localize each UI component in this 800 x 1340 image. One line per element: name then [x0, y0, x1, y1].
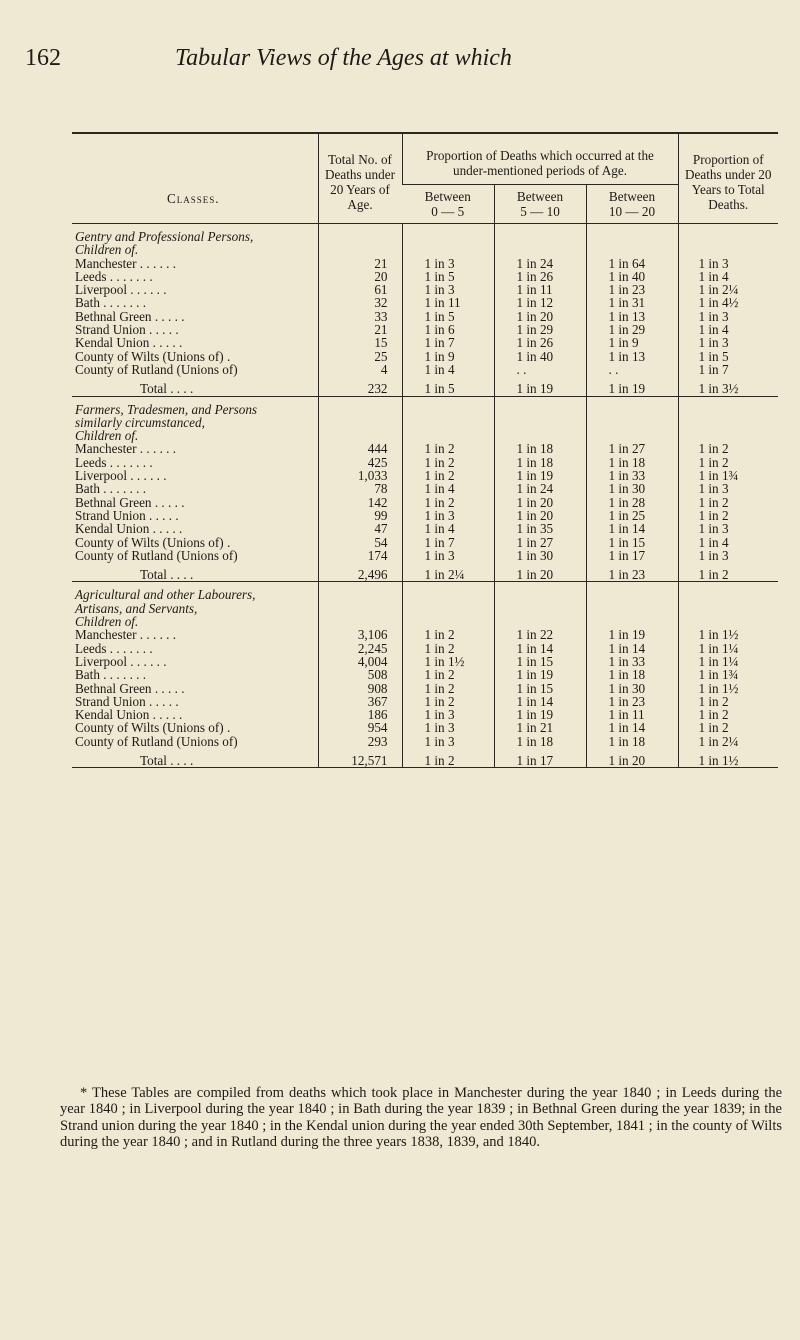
age-5-10-cell: 1 in 18: [494, 442, 586, 455]
total-deaths-cell: 54: [318, 536, 402, 549]
table-row: [72, 442, 778, 455]
empty-cell: [402, 243, 494, 256]
row-label: Liverpool . . . . . .: [75, 653, 167, 669]
row-label: Leeds . . . . . . .: [75, 454, 153, 470]
total-deaths-cell: 32: [318, 296, 402, 309]
empty-cell: [402, 615, 494, 628]
total-deaths-cell: 367: [318, 695, 402, 708]
age-0-5-cell: 1 in 3: [402, 283, 494, 296]
age-0-5-cell: 1 in 5: [402, 270, 494, 283]
age-5-10-cell: 1 in 19: [494, 382, 586, 396]
col-header-classes: Classes.: [72, 133, 318, 224]
empty-cell: [494, 396, 586, 416]
mortality-table: [72, 132, 778, 768]
empty-cell: [586, 582, 678, 602]
proportion-cell: 1 in 1½: [678, 682, 778, 695]
group-children-of: [72, 615, 778, 628]
table-row: [72, 708, 778, 721]
age-10-20-cell: 1 in 14: [586, 522, 678, 535]
empty-cell: [318, 582, 402, 602]
total-deaths-cell: 4: [318, 363, 402, 376]
proportion-cell: 1 in 1½: [678, 754, 778, 768]
age-5-10-cell: 1 in 12: [494, 296, 586, 309]
age-0-5-cell: 1 in 2: [402, 456, 494, 469]
empty-cell: [494, 582, 586, 602]
total-row: [72, 382, 778, 396]
table-row: [72, 628, 778, 641]
proportion-cell: 1 in 2¼: [678, 735, 778, 748]
age-10-20-cell: 1 in 20: [586, 754, 678, 768]
age-5-10-cell: 1 in 19: [494, 708, 586, 721]
row-label: Strand Union . . . . .: [75, 693, 179, 709]
proportion-cell: 1 in 1¾: [678, 668, 778, 681]
age-5-10-cell: 1 in 40: [494, 350, 586, 363]
col-header-proportion-group: Proportion of Deaths which occurred at the under-mentioned periods of Age.: [402, 133, 678, 185]
group-subheading-label: similarly circumstanced,: [75, 414, 205, 430]
group-children-of-label: Children of.: [75, 614, 139, 630]
age-10-20-cell: 1 in 14: [586, 721, 678, 734]
empty-cell: [678, 396, 778, 416]
group-title: [72, 396, 778, 416]
empty-cell: [586, 396, 678, 416]
proportion-cell: 1 in 5: [678, 350, 778, 363]
row-label: Manchester . . . . . .: [75, 627, 177, 643]
age-10-20-cell: 1 in 23: [586, 283, 678, 296]
table-row: [72, 310, 778, 323]
age-10-20-cell: 1 in 33: [586, 655, 678, 668]
empty-cell: [678, 615, 778, 628]
row-label: Liverpool . . . . . .: [75, 282, 167, 298]
page-number: 162: [25, 45, 61, 71]
group-children-of-label: Children of.: [75, 242, 139, 258]
col-header-total: Total No. of Deaths under 20 Years of Age.: [318, 133, 402, 224]
row-label: Bethnal Green . . . . .: [75, 494, 185, 510]
row-label: Strand Union . . . . .: [75, 322, 179, 338]
empty-cell: [318, 224, 402, 244]
empty-cell: [494, 602, 586, 615]
total-deaths-cell: 78: [318, 482, 402, 495]
age-0-5-cell: 1 in 9: [402, 350, 494, 363]
total-deaths-cell: 25: [318, 350, 402, 363]
proportion-cell: 1 in 2: [678, 708, 778, 721]
age-0-5-cell: 1 in 2: [402, 496, 494, 509]
group-title-label: Gentry and Professional Persons,: [75, 229, 254, 244]
age-5-10-cell: 1 in 20: [494, 310, 586, 323]
age-0-5-cell: 1 in 3: [402, 549, 494, 562]
proportion-cell: 1 in 7: [678, 363, 778, 376]
total-deaths-cell: 425: [318, 456, 402, 469]
age-0-5-cell: 1 in 1½: [402, 655, 494, 668]
empty-cell: [402, 429, 494, 442]
row-label: Liverpool . . . . . .: [75, 468, 167, 484]
empty-cell: [678, 416, 778, 429]
empty-cell: [586, 416, 678, 429]
age-10-20-cell: 1 in 27: [586, 442, 678, 455]
age-0-5-cell: 1 in 2: [402, 469, 494, 482]
table-row: [72, 469, 778, 482]
empty-cell: [678, 224, 778, 244]
table-row: [72, 721, 778, 734]
empty-cell: [318, 416, 402, 429]
total-deaths-cell: 33: [318, 310, 402, 323]
age-0-5-cell: 1 in 3: [402, 257, 494, 270]
group-title-label: Farmers, Tradesmen, and Persons: [75, 401, 258, 417]
proportion-cell: 1 in 2: [678, 456, 778, 469]
total-deaths-cell: 2,496: [318, 568, 402, 582]
table-row: [72, 735, 778, 748]
empty-cell: [318, 429, 402, 442]
age-0-5-cell: 1 in 3: [402, 708, 494, 721]
age-0-5-cell: 1 in 2: [402, 668, 494, 681]
row-label: Bethnal Green . . . . .: [75, 680, 185, 696]
age-5-10-cell: 1 in 20: [494, 568, 586, 582]
total-deaths-cell: 2,245: [318, 642, 402, 655]
total-label: Total . . . .: [72, 382, 318, 396]
table-row: [72, 482, 778, 495]
group-subheading: [72, 602, 778, 615]
group-children-of-label: Children of.: [75, 428, 139, 444]
empty-cell: [586, 224, 678, 244]
empty-cell: [494, 243, 586, 256]
proportion-cell: 1 in 2: [678, 442, 778, 455]
age-10-20-cell: 1 in 19: [586, 382, 678, 396]
age-0-5-cell: 1 in 4: [402, 363, 494, 376]
age-5-10-cell: 1 in 24: [494, 482, 586, 495]
group-title: [72, 224, 778, 244]
total-label: Total . . . .: [72, 568, 318, 582]
age-10-20-cell: 1 in 29: [586, 323, 678, 336]
row-label: Leeds . . . . . . .: [75, 640, 153, 656]
table-row: [72, 270, 778, 283]
row-label: Strand Union . . . . .: [75, 507, 179, 523]
empty-cell: [678, 582, 778, 602]
proportion-cell: 1 in 3: [678, 482, 778, 495]
total-deaths-cell: 232: [318, 382, 402, 396]
age-10-20-cell: 1 in 33: [586, 469, 678, 482]
total-deaths-cell: 508: [318, 668, 402, 681]
age-0-5-cell: 1 in 2: [402, 642, 494, 655]
proportion-cell: 1 in 4: [678, 536, 778, 549]
total-deaths-cell: 186: [318, 708, 402, 721]
row-label: County of Wilts (Unions of) .: [75, 534, 231, 550]
age-5-10-cell: 1 in 14: [494, 642, 586, 655]
age-10-20-cell: 1 in 17: [586, 549, 678, 562]
proportion-cell: 1 in 2: [678, 568, 778, 582]
age-5-10-cell: 1 in 30: [494, 549, 586, 562]
table-row: [72, 350, 778, 363]
row-label: Bath . . . . . . .: [75, 667, 147, 683]
proportion-cell: 1 in 3: [678, 310, 778, 323]
proportion-cell: 1 in 2: [678, 721, 778, 734]
proportion-cell: 1 in 3: [678, 522, 778, 535]
row-label: Kendal Union . . . . .: [75, 335, 183, 351]
age-5-10-cell: 1 in 18: [494, 735, 586, 748]
group-subheading: [72, 416, 778, 429]
group-title-label: Agricultural and other Labourers,: [75, 587, 256, 603]
group-title: [72, 582, 778, 602]
proportion-cell: 1 in 1¼: [678, 655, 778, 668]
row-label: Kendal Union . . . . .: [75, 521, 183, 537]
age-10-20-cell: 1 in 18: [586, 668, 678, 681]
proportion-cell: 1 in 1¼: [678, 642, 778, 655]
proportion-cell: 1 in 4: [678, 323, 778, 336]
row-label: County of Wilts (Unions of) .: [75, 348, 231, 364]
age-10-20-cell: 1 in 28: [586, 496, 678, 509]
proportion-cell: 1 in 1¾: [678, 469, 778, 482]
age-5-10-cell: 1 in 18: [494, 456, 586, 469]
age-0-5-cell: 1 in 2: [402, 695, 494, 708]
row-label: Bath . . . . . . .: [75, 295, 147, 311]
table-row: [72, 549, 778, 562]
total-deaths-cell: 1,033: [318, 469, 402, 482]
table-row: [72, 363, 778, 376]
empty-cell: [402, 224, 494, 244]
age-10-20-cell: 1 in 14: [586, 642, 678, 655]
age-0-5-cell: 1 in 5: [402, 382, 494, 396]
age-0-5-cell: 1 in 11: [402, 296, 494, 309]
age-10-20-cell: 1 in 40: [586, 270, 678, 283]
age-5-10-cell: 1 in 14: [494, 695, 586, 708]
empty-cell: [402, 416, 494, 429]
total-label: Total . . . .: [72, 754, 318, 768]
age-5-10-cell: 1 in 27: [494, 536, 586, 549]
total-deaths-cell: 174: [318, 549, 402, 562]
total-deaths-cell: 12,571: [318, 754, 402, 768]
age-0-5-cell: 1 in 7: [402, 536, 494, 549]
age-10-20-cell: 1 in 23: [586, 695, 678, 708]
table-row: [72, 682, 778, 695]
total-deaths-cell: 15: [318, 336, 402, 349]
empty-cell: [494, 416, 586, 429]
empty-cell: [678, 602, 778, 615]
empty-cell: [318, 602, 402, 615]
age-0-5-cell: 1 in 4: [402, 482, 494, 495]
age-10-20-cell: 1 in 13: [586, 350, 678, 363]
row-label: County of Rutland (Unions of): [75, 547, 238, 563]
age-0-5-cell: 1 in 7: [402, 336, 494, 349]
table-row: [72, 496, 778, 509]
table-row: [72, 257, 778, 270]
col-header-age-0-5: Between 0 — 5: [402, 185, 494, 224]
row-label: County of Rutland (Unions of): [75, 361, 238, 377]
col-header-proportion-total: Proportion of Deaths under 20 Years to Total Deaths.: [678, 133, 778, 224]
table-row: [72, 695, 778, 708]
age-10-20-cell: 1 in 19: [586, 628, 678, 641]
proportion-cell: 1 in 1½: [678, 628, 778, 641]
age-10-20-cell: 1 in 18: [586, 456, 678, 469]
empty-cell: [678, 243, 778, 256]
row-label: Leeds . . . . . . .: [75, 268, 153, 284]
age-10-20-cell: 1 in 13: [586, 310, 678, 323]
proportion-cell: 1 in 2: [678, 695, 778, 708]
age-10-20-cell: 1 in 15: [586, 536, 678, 549]
empty-cell: [402, 396, 494, 416]
footnote-text: * These Tables are compiled from deaths which took place in Manchester during the year 1840 ; in Leeds during the year 1840 ; in Liverpool during the year 1840 ; in Bath during the year 1839 ; in Bethnal Green during the year 1839; in the Strand union during the year 1840 ; in the Kendal union during the year ended 30th September, 1841 ; in the county of Wilts during the year 1840 ; and in Rutland during the three years 1838, 1839, and 1840.: [60, 1085, 782, 1151]
empty-cell: [402, 602, 494, 615]
empty-cell: [678, 429, 778, 442]
empty-cell: [318, 243, 402, 256]
age-0-5-cell: 1 in 2: [402, 442, 494, 455]
age-0-5-cell: 1 in 3: [402, 735, 494, 748]
total-deaths-cell: 21: [318, 323, 402, 336]
table-row: [72, 336, 778, 349]
table-row: [72, 283, 778, 296]
age-0-5-cell: 1 in 2: [402, 628, 494, 641]
age-0-5-cell: 1 in 3: [402, 721, 494, 734]
proportion-cell: 1 in 3: [678, 336, 778, 349]
table-row: [72, 509, 778, 522]
empty-cell: [494, 224, 586, 244]
proportion-cell: 1 in 4: [678, 270, 778, 283]
row-label: Bethnal Green . . . . .: [75, 308, 185, 324]
age-5-10-cell: 1 in 21: [494, 721, 586, 734]
table-body: [72, 224, 778, 768]
age-10-20-cell: 1 in 18: [586, 735, 678, 748]
age-5-10-cell: 1 in 22: [494, 628, 586, 641]
total-deaths-cell: 4,004: [318, 655, 402, 668]
age-5-10-cell: 1 in 20: [494, 509, 586, 522]
age-5-10-cell: 1 in 35: [494, 522, 586, 535]
row-label: Manchester . . . . . .: [75, 255, 177, 271]
age-10-20-cell: 1 in 23: [586, 568, 678, 582]
empty-cell: [586, 429, 678, 442]
age-0-5-cell: 1 in 2: [402, 754, 494, 768]
age-5-10-cell: 1 in 24: [494, 257, 586, 270]
row-label: County of Rutland (Unions of): [75, 733, 238, 749]
age-0-5-cell: 1 in 4: [402, 522, 494, 535]
age-5-10-cell: 1 in 19: [494, 668, 586, 681]
age-5-10-cell: 1 in 17: [494, 754, 586, 768]
age-10-20-cell: 1 in 11: [586, 708, 678, 721]
age-10-20-cell: . .: [586, 363, 678, 376]
total-row: [72, 568, 778, 582]
total-deaths-cell: 954: [318, 721, 402, 734]
table-row: [72, 642, 778, 655]
age-0-5-cell: 1 in 2: [402, 682, 494, 695]
empty-cell: [402, 582, 494, 602]
table-row: [72, 536, 778, 549]
age-5-10-cell: 1 in 26: [494, 270, 586, 283]
empty-cell: [586, 615, 678, 628]
group-subheading-label: Artisans, and Servants,: [75, 600, 198, 616]
group-children-of: [72, 429, 778, 442]
empty-cell: [494, 615, 586, 628]
age-5-10-cell: . .: [494, 363, 586, 376]
age-5-10-cell: 1 in 15: [494, 655, 586, 668]
age-10-20-cell: 1 in 25: [586, 509, 678, 522]
age-5-10-cell: 1 in 15: [494, 682, 586, 695]
empty-cell: [318, 396, 402, 416]
col-header-age-10-20: Between 10 — 20: [586, 185, 678, 224]
total-deaths-cell: 293: [318, 735, 402, 748]
row-label: County of Wilts (Unions of) .: [75, 720, 231, 736]
age-5-10-cell: 1 in 29: [494, 323, 586, 336]
row-label: Manchester . . . . . .: [75, 441, 177, 457]
table-row: [72, 323, 778, 336]
proportion-cell: 1 in 3: [678, 549, 778, 562]
empty-cell: [318, 615, 402, 628]
total-deaths-cell: 47: [318, 522, 402, 535]
running-title: Tabular Views of the Ages at which: [175, 45, 512, 71]
total-row: [72, 754, 778, 768]
empty-cell: [494, 429, 586, 442]
total-deaths-cell: 61: [318, 283, 402, 296]
age-0-5-cell: 1 in 6: [402, 323, 494, 336]
total-deaths-cell: 444: [318, 442, 402, 455]
age-10-20-cell: 1 in 30: [586, 482, 678, 495]
age-10-20-cell: 1 in 30: [586, 682, 678, 695]
age-5-10-cell: 1 in 26: [494, 336, 586, 349]
table-row: [72, 655, 778, 668]
age-10-20-cell: 1 in 9: [586, 336, 678, 349]
row-label: Bath . . . . . . .: [75, 481, 147, 497]
table-row: [72, 668, 778, 681]
age-5-10-cell: 1 in 20: [494, 496, 586, 509]
total-deaths-cell: 908: [318, 682, 402, 695]
age-0-5-cell: 1 in 2¼: [402, 568, 494, 582]
col-header-age-5-10: Between 5 — 10: [494, 185, 586, 224]
total-deaths-cell: 20: [318, 270, 402, 283]
total-deaths-cell: 142: [318, 496, 402, 509]
proportion-cell: 1 in 3½: [678, 382, 778, 396]
proportion-cell: 1 in 2: [678, 509, 778, 522]
row-label: Kendal Union . . . . .: [75, 707, 183, 723]
proportion-cell: 1 in 2¼: [678, 283, 778, 296]
group-children-of: [72, 243, 778, 256]
empty-cell: [586, 243, 678, 256]
age-5-10-cell: 1 in 11: [494, 283, 586, 296]
table-row: [72, 296, 778, 309]
total-deaths-cell: 99: [318, 509, 402, 522]
total-deaths-cell: 21: [318, 257, 402, 270]
table-row: [72, 456, 778, 469]
age-0-5-cell: 1 in 5: [402, 310, 494, 323]
footnote: [60, 1085, 782, 1151]
proportion-cell: 1 in 4½: [678, 296, 778, 309]
table-row: [72, 522, 778, 535]
empty-cell: [586, 602, 678, 615]
age-10-20-cell: 1 in 64: [586, 257, 678, 270]
age-5-10-cell: 1 in 19: [494, 469, 586, 482]
proportion-cell: 1 in 2: [678, 496, 778, 509]
age-0-5-cell: 1 in 3: [402, 509, 494, 522]
proportion-cell: 1 in 3: [678, 257, 778, 270]
age-10-20-cell: 1 in 31: [586, 296, 678, 309]
total-deaths-cell: 3,106: [318, 628, 402, 641]
